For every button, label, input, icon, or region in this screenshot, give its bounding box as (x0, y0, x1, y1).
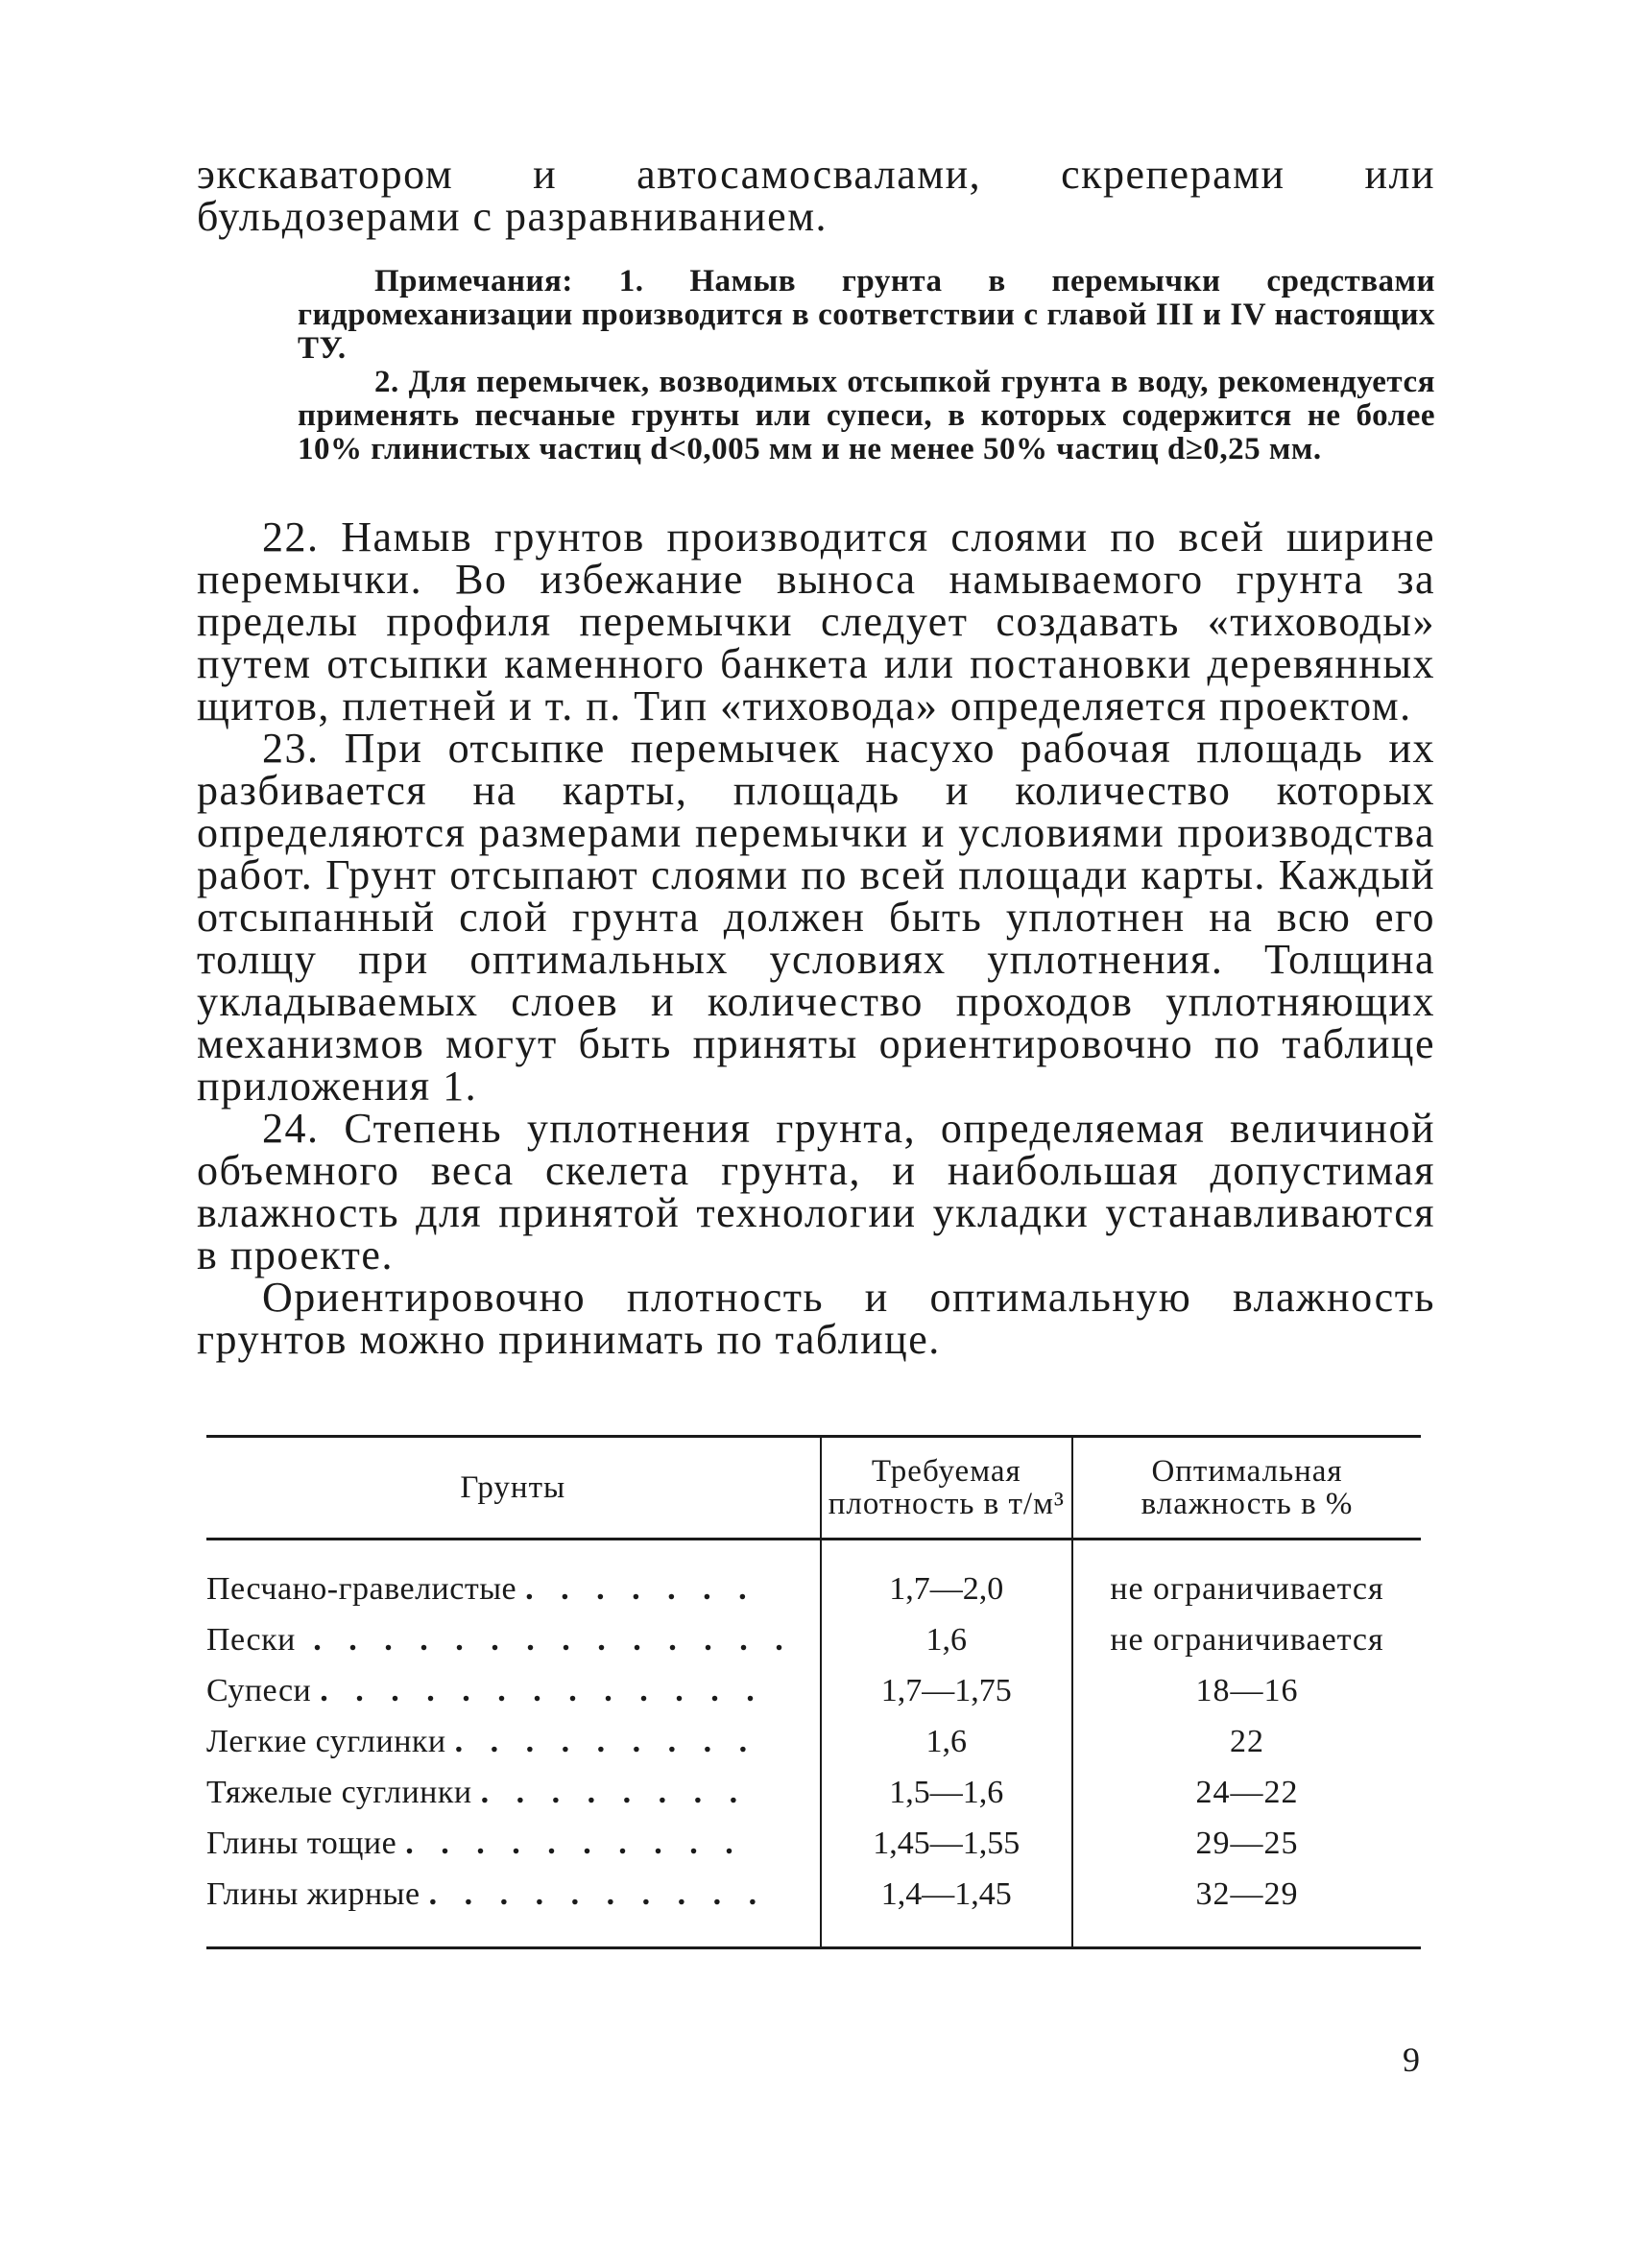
soil-name: Глины жирные (206, 1875, 420, 1912)
row-density: 1,4—1,45 (821, 1869, 1073, 1948)
note-1 (298, 265, 1435, 366)
row-density: 1,6 (821, 1716, 1073, 1767)
row-humidity: не ограничивается (1110, 1570, 1384, 1607)
paragraph-22: 22. Намыв грунтов производится слоями по всей ширине перемычки. Во избежание выноса намываемого грунта за пределы профиля перемычки следует создавать «тиховоды» путем отсыпки каменного банкета или постановки деревянных щитов, плетней и т. п. Тип «тиховода» определяется проектом. (197, 513, 1435, 729)
note-2: 2. Для перемычек, возводимых отсыпкой грунта в воду, рекомендуется применять песчаные грунты или супеси, в которых содержится не более 10% глинистых частиц d<0,005 мм и не менее 50% частиц d≥0,25 мм. (298, 365, 1435, 466)
table-row (206, 1540, 1421, 1615)
soil-table (206, 1435, 1421, 1949)
row-soil (206, 1716, 821, 1767)
table-row (206, 1869, 1421, 1948)
note-1-text: 1. Намыв грунта в перемычки средствами гидромеханизации производится в соответствии с главой III и IV настоящих ТУ. (298, 264, 1436, 366)
paragraph-23: 23. При отсыпке перемычек насухо рабочая площадь их разбивается на карты, площадь и количество которых определяются размерами перемычки и условиями производства работ. Грунт отсыпают слоями по всей площади карты. Каждый отсыпанный слой грунта должен быть уплотнен на всю его толщу при оптимальных условиях уплотнения. Толщина укладываемых слоев и количество проходов уплотняющих механизмов могут быть приняты ориентировочно по таблице приложения 1. (197, 725, 1435, 1110)
leader-dots: . . . . . . . . . . . . . (320, 1672, 764, 1708)
row-soil (206, 1614, 821, 1665)
row-humidity: 24—22 (1195, 1774, 1299, 1810)
row-humidity: не ограничивается (1110, 1621, 1384, 1658)
leader-dots: . . . . . . . . . . (405, 1825, 743, 1861)
row-soil (206, 1767, 821, 1818)
row-humidity: 22 (1230, 1723, 1265, 1759)
leader-dots: . . . . . . . . (480, 1774, 748, 1810)
header-soil: Грунты (460, 1470, 566, 1505)
page-number: 9 (1403, 2041, 1420, 2079)
leader-dots: . . . . . . . . . (454, 1723, 757, 1759)
row-soil (206, 1540, 821, 1615)
page-content (197, 151, 1436, 1363)
notes-heading: Примечания: (374, 264, 573, 298)
intro-paragraph: экскаватором и автосамосвалами, скреперами или бульдозерами с разравниванием. (197, 151, 1435, 240)
table-row (206, 1767, 1421, 1818)
leader-dots: . . . . . . . . . . . . . . (295, 1621, 793, 1658)
row-density: 1,45—1,55 (821, 1818, 1073, 1869)
soil-name: Тяжелые суглинки (206, 1774, 472, 1810)
table-row (206, 1614, 1421, 1665)
row-humidity: 32—29 (1195, 1875, 1299, 1912)
table-row (206, 1665, 1421, 1716)
row-density: 1,7—2,0 (821, 1540, 1073, 1615)
soil-name: Песчано-гравелистые (206, 1570, 517, 1607)
table-row (206, 1818, 1421, 1869)
row-density: 1,7—1,75 (821, 1665, 1073, 1716)
header-humidity: Оптимальная влажность в % (1141, 1454, 1354, 1521)
header-density: Требуемая плотность в т/м³ (821, 1437, 1073, 1540)
soil-table-wrapper (206, 1435, 1421, 1949)
row-humidity: 29—25 (1195, 1825, 1299, 1861)
soil-name: Глины тощие (206, 1825, 397, 1861)
leader-dots: . . . . . . . (525, 1570, 756, 1607)
row-humidity: 18—16 (1195, 1672, 1299, 1708)
paragraph-table-intro: Ориентировочно плотность и оптимальную влажность грунтов можно принимать по таблице. (197, 1274, 1435, 1363)
soil-name: Супеси (206, 1672, 312, 1708)
row-soil (206, 1818, 821, 1869)
leader-dots: . . . . . . . . . . (428, 1875, 767, 1912)
main-text (197, 513, 1435, 1363)
row-density: 1,6 (821, 1614, 1073, 1665)
row-soil (206, 1869, 821, 1948)
row-soil (206, 1665, 821, 1716)
notes-block (197, 265, 1435, 466)
table-body (206, 1540, 1421, 1948)
notes-list (197, 265, 1435, 466)
table-row (206, 1716, 1421, 1767)
table-header-row (206, 1437, 1421, 1540)
paragraph-24: 24. Степень уплотнения грунта, определяемая величиной объемного веса скелета грунта, и наибольшая допустимая влажность для принятой технологии укладки устанавливаются в проекте. (197, 1105, 1435, 1278)
soil-name: Пески (206, 1621, 296, 1658)
row-density: 1,5—1,6 (821, 1767, 1073, 1818)
soil-name: Легкие суглинки (206, 1723, 446, 1759)
